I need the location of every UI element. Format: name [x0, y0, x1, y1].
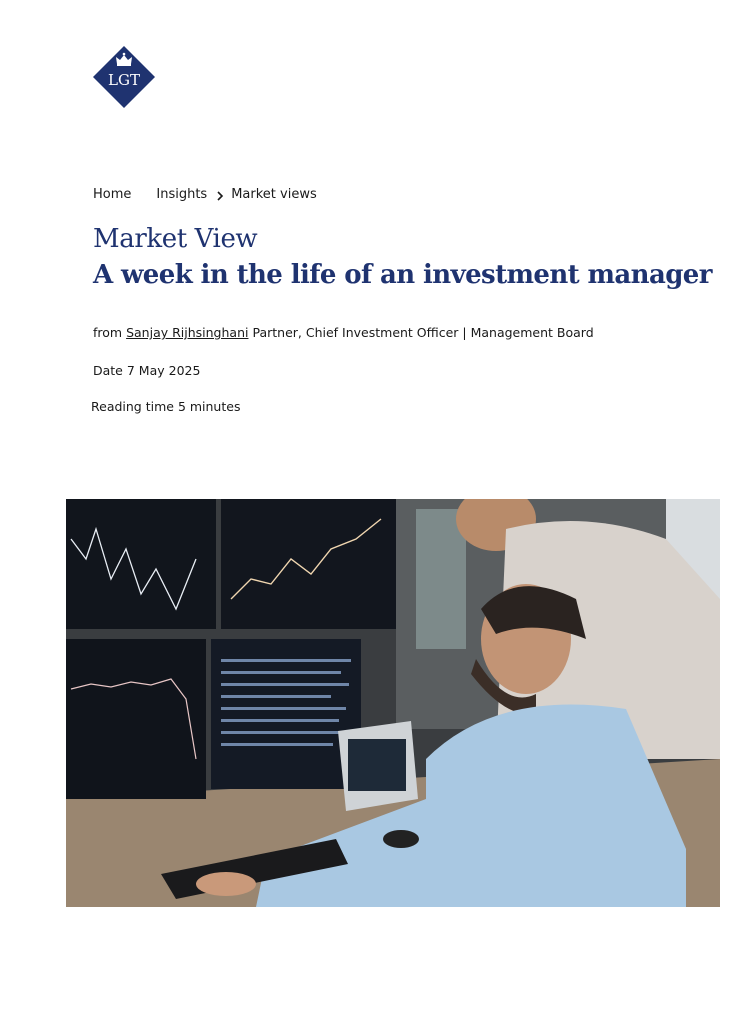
- author-role: Partner, Chief Investment Officer | Management Board: [252, 325, 594, 340]
- breadcrumb-home-link[interactable]: Home: [93, 187, 132, 202]
- date-line: [93, 363, 200, 378]
- hero-image: [66, 499, 720, 907]
- author-line: [93, 325, 594, 340]
- article-title-block: [93, 222, 712, 294]
- date-label: Date: [93, 363, 123, 378]
- lgt-crown-logo-icon: [92, 45, 156, 109]
- from-label: from: [93, 325, 123, 340]
- chevron-right-icon: [216, 190, 224, 200]
- breadcrumb-market-views-link[interactable]: Market views: [231, 187, 317, 202]
- reading-time-value: 5 minutes: [177, 399, 241, 414]
- breadcrumb: [93, 187, 317, 202]
- logo-text: LGT: [108, 71, 140, 89]
- breadcrumb-insights-link[interactable]: Insights: [156, 187, 208, 202]
- article-title: A week in the life of an investment manager: [93, 260, 712, 290]
- lgt-logo[interactable]: [92, 45, 156, 109]
- article-kicker: Market View: [93, 224, 258, 254]
- date-value: 7 May 2025: [126, 363, 201, 378]
- reading-time-line: [91, 399, 240, 414]
- author-link[interactable]: Sanjay Rijhsinghani: [126, 325, 249, 340]
- trading-desk-illustration: [66, 499, 720, 907]
- reading-time-label: Reading time: [91, 399, 174, 414]
